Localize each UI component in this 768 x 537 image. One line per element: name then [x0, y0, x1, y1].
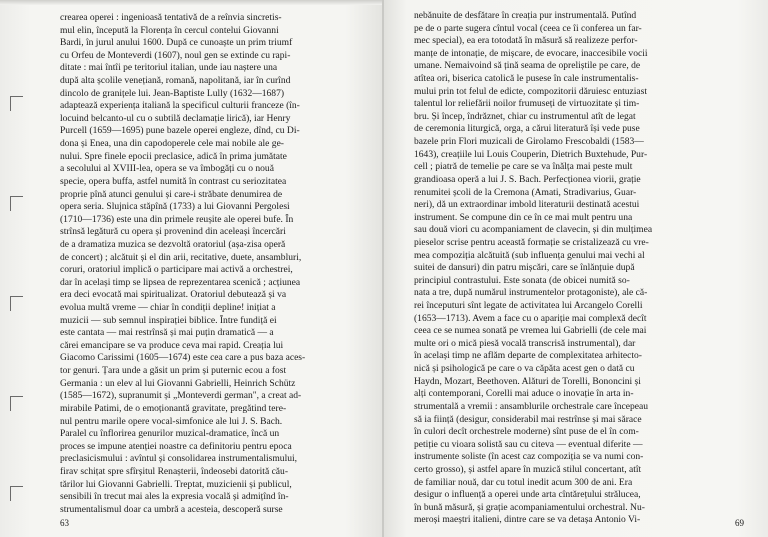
text-line: Purcell (1659—1695) pune bazele operei engleze, dînd, cu Di-	[60, 125, 300, 137]
text-line: firav schițat spre sfîrșitul Renașterii, îndeosebi datorită cău-	[60, 465, 288, 477]
text-line: cell ; piatră de temelie pe care se va înălța mai peste mult	[414, 161, 633, 173]
text-line: Paralel cu înflorirea genurilor muzical-dramatice, încă un	[60, 428, 280, 440]
text-line: crearea operei : ingenioasă tentativă de a reînvia sincretis-	[60, 12, 282, 23]
text-line: grandioasa operă a lui J. S. Bach. Perfecționea viorii, grație	[414, 173, 641, 185]
text-line: suitei de dansuri) din patru mișcări, care se înlănțuie după	[414, 262, 635, 274]
text-line: bru. Și încep, îndrăznet, chiar cu instrumentul atît de legat	[414, 110, 636, 122]
text-line: de ceremonia liturgică, orga, a cărui literatură își vede puse	[414, 123, 640, 135]
text-line: atîtea ori, biserica catolică le pusese în cale instrumentalis-	[414, 73, 639, 85]
text-line: în culori decît orchestrele moderne) sînt puse de el în com-	[414, 426, 639, 438]
text-line: bazele prin Flori muzicali de Girolamo Frescobaldi (1583—	[414, 136, 644, 148]
text-line: alți contemporani, Corelli mai aduce o inovație în arta in-	[414, 388, 634, 400]
text-line: nul pentru marile opere vocal-simfonice ale lui J. S. Bach.	[60, 415, 283, 427]
margin-bracket	[10, 196, 23, 211]
top-edge	[0, 0, 384, 5]
text-line: sau două viori cu acompaniament de clavecin, și din mulțimea	[414, 224, 653, 236]
right-page-number: 69	[735, 518, 744, 528]
text-line: (1710—1736) este una din primele reușite ale operei bufe. În	[60, 213, 294, 225]
text-line: 1643), creațiile lui Louis Couperin, Dietrich Buxtehude, Pur-	[414, 148, 648, 160]
text-line: a secolului al XVIII-lea, opera se va îmbogăți cu o nouă	[60, 163, 274, 175]
margin-bracket	[10, 396, 23, 411]
text-line: proprie pînă atunci genului și care-i străbate denumirea de	[60, 188, 283, 200]
text-line: proces se impune atenției noastre ca definitoriu pentru epoca	[60, 440, 292, 452]
text-line: ditate : mai întîi pe teritoriul italian, unde iau naștere una	[60, 62, 278, 74]
text-line: mec special), ea era totodată în măsură să realizeze perfor-	[414, 35, 638, 47]
text-line: tărilor lui Giovanni Gabrielli. Treptat, muzicienii și publicul,	[60, 478, 292, 490]
margin-bracket	[10, 96, 23, 111]
right-page	[384, 0, 768, 537]
text-line: Bardi, în jurul anului 1600. După ce cunoaște un prim triumf	[60, 37, 293, 49]
text-line: mul elin, începută la Florența în cercul contelui Giovanni	[60, 24, 279, 36]
margin-bracket	[10, 486, 23, 501]
right-page-text	[414, 10, 740, 527]
text-line: mea compoziția alcătuită (sub influența genului mai vechi al	[414, 249, 645, 261]
text-line: după alta școlile venețiană, romană, napolitană, iar în curînd	[60, 75, 291, 87]
text-line: locuind belcanto-ul cu o subtilă declamație lirică), iar Henry	[60, 112, 291, 124]
text-line: talentul lor reliefării noilor frumuseți de virtuozitate și tim-	[414, 98, 640, 110]
text-line: pe de o parte sugera cîntul vocal (ceea ce îi conferea un far-	[414, 22, 642, 34]
text-line: umane. Nemaivoind să țină seama de opreliștile pe care, de	[414, 60, 641, 72]
text-line: rei începuturi sînt legate de activitatea lui Arcangelo Corelli	[414, 300, 643, 312]
text-line: instrument. Se compune din ce în ce mai mult pentru una	[414, 211, 633, 223]
text-line: strînsă legătură cu opera și provenind din aceleași încercări	[60, 226, 286, 238]
text-line: cărei emancipare se va produce ceva mai rapid. Creația lui	[60, 339, 284, 351]
text-line: era deci evocată mai spiritualizat. Oratoriul debutează și va	[60, 289, 287, 301]
text-line: strumentalismul doar ca umbră a acesteia, descoperă surse	[60, 503, 283, 515]
text-line: dar în același timp se lipsea de reprezentarea scenică ; acțiunea	[60, 276, 301, 288]
text-line: nebănuite de desfătare în creația pur instrumentală. Putînd	[414, 10, 637, 21]
text-line: Haydn, Mozart, Beethoven. Alături de Torelli, Bononcini și	[414, 375, 641, 387]
text-line: strumentală a vremii : ansamblurile orchestrale care începeau	[414, 400, 649, 412]
text-line: specie, opera buffa, astfel numită în contrast cu seriozitatea	[60, 175, 287, 187]
text-line: Giacomo Carissimi (1605—1674) este cea care a pus baza aces-	[60, 352, 306, 364]
text-line: sensibili în trecut mai ales la expresia vocală și admițînd în-	[60, 491, 289, 503]
text-line: mului prin tot felul de edicte, compozitorii dăruiesc entuziast	[414, 85, 648, 97]
text-line: petiție cu vioara solistă sau cu citeva — eventual diferite —	[414, 438, 643, 450]
text-line: (1653—1713). Avem a face cu o apariție mai complexă decît	[414, 312, 647, 324]
left-page-text	[60, 12, 372, 516]
text-line: muzicii — sub semnul inspirației biblice. Între fundiță ei	[60, 314, 277, 326]
text-line: nata a tre, după numărul instrumentelor protagoniste), ale că-	[414, 287, 648, 299]
text-line: dincolo de granițele lui. Jean-Baptiste Lully (1632—1687)	[60, 87, 285, 99]
text-line: neri), dă un extraordinar imbold literaturii destinată acestui	[414, 199, 640, 211]
text-line: coruri, oratoriul implică o participare mai activă a orchestrei,	[60, 264, 293, 276]
text-line: adaptează experiența italiană la specificul culturii franceze (în-	[60, 100, 300, 112]
text-line: opera seria. Slujnica stăpînă (1733) a lui Giovanni Pergolesi	[60, 201, 290, 213]
text-line: nică și psihologică pe care o va căpăta acest gen o dată cu	[414, 363, 635, 375]
text-line: în același timp ne aflăm departe de complexitatea arhitecto-	[414, 350, 642, 362]
text-line: (1585—1672), supranumit și „Monteverdi german", a creat ad-	[60, 390, 302, 402]
text-line: principiul contrastului. Este sonata (de obicei numită so-	[414, 274, 630, 286]
text-line: de familiar nouă, dar cu totul inedit acum 300 de ani. Era	[414, 476, 633, 488]
text-line: desigur o influență a operei unde arta cîntărețului străluceа,	[414, 489, 641, 501]
text-line: cu Orfeu de Monteverdi (1607), noul gen se extinde cu rapi-	[60, 49, 291, 61]
text-line: instrumente soliste (în acest caz compoziția se va numi con-	[414, 451, 644, 463]
text-line: în bună măsură, și grație acompaniamentului orchestral. Nu-	[414, 501, 645, 513]
text-line: renumitei școli de la Cremona (Amati, Stradivarius, Guar-	[414, 186, 637, 198]
text-line: de concert) ; alcătuit și el din arii, recitative, duete, ansambluri,	[60, 251, 302, 263]
left-page-number: 63	[60, 518, 69, 528]
text-line: manțe de intonație, de mișcare, de evocare, inaccesibile vocii	[414, 47, 648, 59]
text-line: meroși maeștri italieni, dintre care se va detașa Antonio Vi-	[414, 514, 641, 526]
text-line: multe ori o mică piesă vocală transcrisă instrumental), dar	[414, 337, 636, 349]
text-line: de a dramatiza muzica se dezvoltă oratoriul (așa-zisa operă	[60, 238, 286, 250]
text-line: evolua multă vreme — chiar în condiții depline! inițiat a	[60, 302, 276, 314]
text-line: pieselor scrise pentru această formație se cristalizează cu vre-	[414, 236, 649, 248]
text-line: Germania : un elev al lui Giovanni Gabrielli, Heinrich Schütz	[60, 377, 296, 389]
text-line: tor genuri. Țara unde a găsit un prim și puternic ecou a fost	[60, 365, 287, 377]
text-line: preclasicismului : avîntul și consolidarea instrumentalismului,	[60, 453, 298, 465]
text-line: certo grosso), și astfel apare în muzică stilul concertant, atît	[414, 463, 642, 475]
text-line: mirabile Patimi, de o emoționantă gravitate, pregătind tere-	[60, 402, 287, 414]
text-line: ceea ce se numea sonată pe vremea lui Gabrielli (de cele mai	[414, 325, 647, 337]
margin-bracket	[10, 296, 23, 311]
text-line: să ia ființă (desigur, considerabil mai restrînse și mai sărace	[414, 413, 642, 425]
text-line: nului. Spre finele epocii preclasice, adică în prima jumătate	[60, 150, 287, 162]
text-line: dona și Enea, una din capodoperele cele mai nobile ale ge-	[60, 138, 284, 150]
text-line: este cantata — mai restrînsă și mai puțin dramatică — a	[60, 327, 274, 339]
